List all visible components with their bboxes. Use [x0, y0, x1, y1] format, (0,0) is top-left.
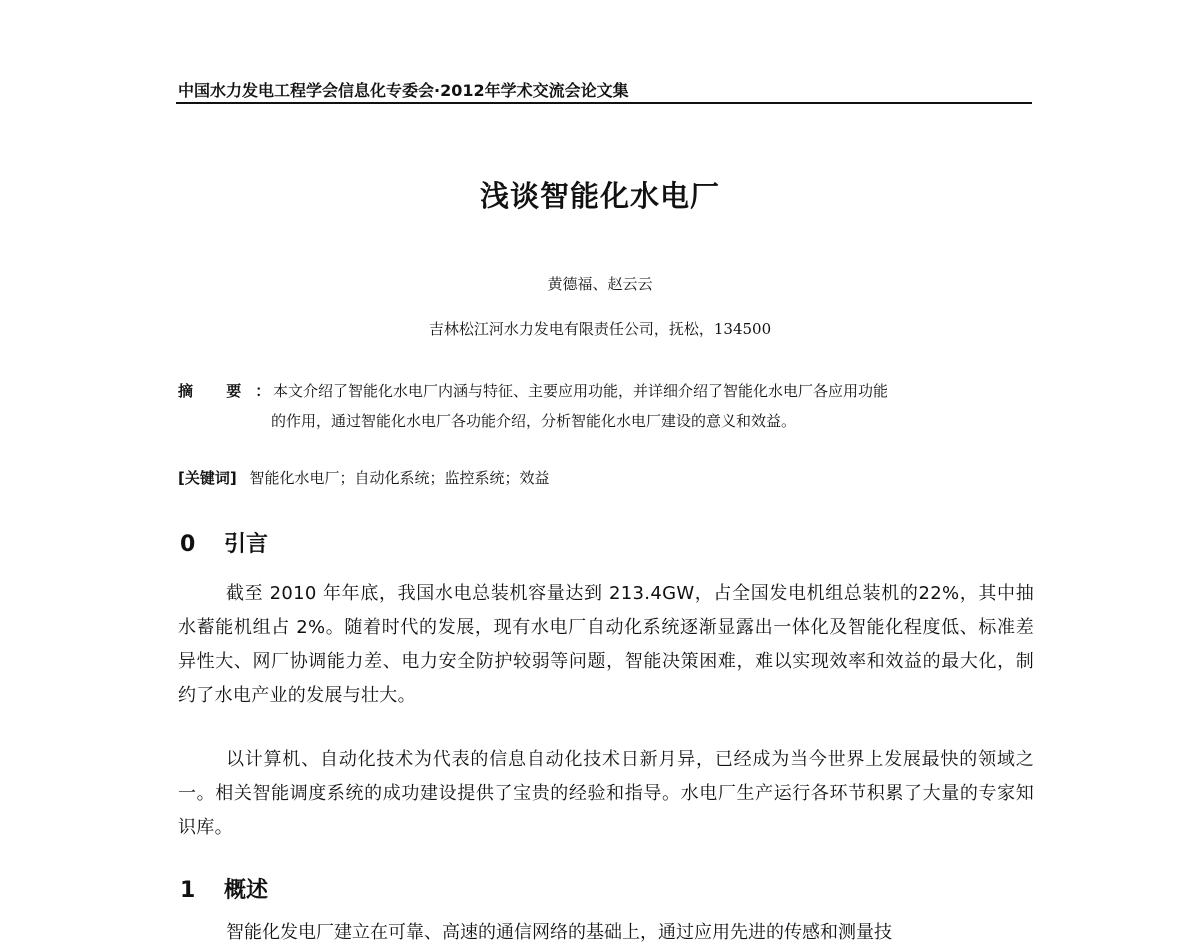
paragraph-intro-1: 截至 2010 年年底，我国水电总装机容量达到 213.4GW，占全国发电机组总装机的22%，其中抽水蓄能机组占 2%。随着时代的发展，现有水电厂自动化系统逐渐显露出一体化及智能化程度低、标准差异性大、网厂协调能力差、电力安全防护较弱等问题，智能决策困难，难以实现效率和效益的最大化，制约了水电产业的发展与壮大。 — [178, 583, 1034, 706]
abstract-line-1: 本文介绍了智能化水电厂内涵与特征、主要应用功能，并详细介绍了智能化水电厂各应用功能 — [273, 382, 889, 400]
paper-title: 浅谈智能化水电厂 — [479, 179, 720, 213]
running-header: 中国水力发电工程学会信息化专委会·2012年学术交流会论文集 — [178, 81, 629, 100]
section-heading-1 — [180, 873, 268, 904]
abstract-label: 摘 要： — [178, 382, 285, 400]
keywords-label: [关键词] — [178, 469, 237, 487]
paragraph-intro-2: 以计算机、自动化技术为代表的信息自动化技术日新月异，已经成为当今世界上发展最快的领域之一。相关智能调度系统的成功建设提供了宝贵的经验和指导。水电厂生产运行各环节积累了大量的专家知识库。 — [178, 749, 1034, 838]
section-heading-0 — [180, 527, 268, 558]
keywords-text: 智能化水电厂；自动化系统；监控系统；效益 — [249, 469, 550, 487]
section-title: 引言 — [224, 532, 269, 557]
section-number: 0 — [180, 532, 196, 557]
paragraph-overview-1: 智能化发电厂建立在可靠、高速的通信网络的基础上，通过应用先进的传感和测量技 — [226, 922, 892, 943]
header-rule — [176, 102, 1032, 104]
keywords — [178, 467, 550, 488]
abstract — [178, 376, 1034, 436]
abstract-line-2: 的作用，通过智能化水电厂各功能介绍，分析智能化水电厂建设的意义和效益。 — [271, 412, 797, 430]
section-number: 1 — [180, 878, 196, 903]
section-title: 概述 — [224, 878, 269, 903]
paper-affiliation: 吉林松江河水力发电有限责任公司，抚松，134500 — [428, 320, 772, 338]
paper-authors: 黄德福、赵云云 — [547, 275, 653, 293]
abstract-body — [271, 376, 1034, 436]
